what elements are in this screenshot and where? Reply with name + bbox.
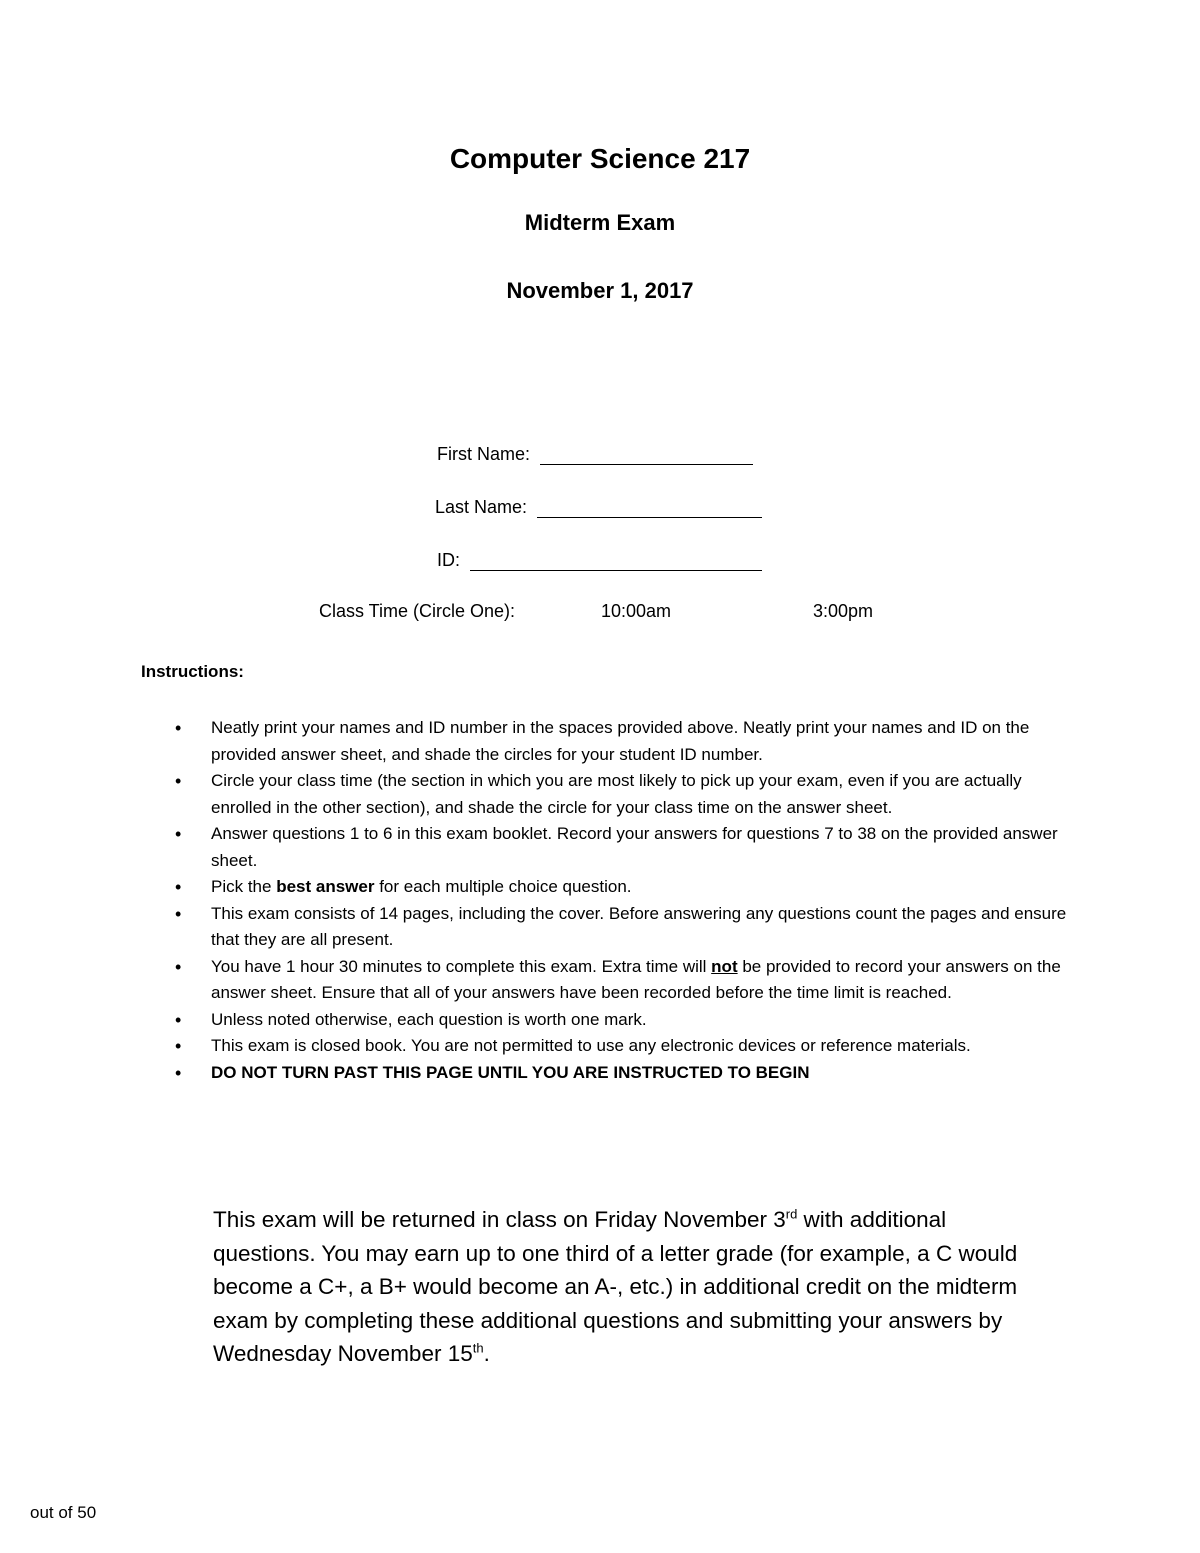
instruction-item: • Circle your class time (the section in which you are most likely to pick up your exam, even if you are actually enrolled in the other section), and shade the circle for your class time on the answer sheet. (211, 768, 1071, 821)
instruction-item: • This exam consists of 14 pages, including the cover. Before answering any questions count the pages and ensure that they are all present. (211, 901, 1071, 954)
instruction-item (211, 1060, 1071, 1087)
instruction-item: • Unless noted otherwise, each question is worth one mark. (211, 1007, 1071, 1034)
last-name-label: Last Name: (435, 497, 528, 517)
returned-exam-notice: This exam will be returned in class on Friday November 3rd with additional questions. You may earn up to one third of a letter grade (for example, a C would become a C+, a B+ would become an A-, etc.) in additional credit on the midterm exam by completing these additional questions and submitting your answers by Wednesday November 15th. (213, 1206, 1018, 1366)
class-time-option-morning[interactable]: 10:00am (601, 601, 672, 621)
first-name-field[interactable] (437, 444, 753, 465)
last-name-blank[interactable] (537, 499, 762, 518)
instruction-item: • Pick the best answer for each multiple choice question. (211, 874, 1071, 901)
first-name-label: First Name: (437, 444, 531, 464)
emphasis-not: not (711, 956, 738, 976)
score-label: out of 50 (30, 1503, 97, 1522)
id-blank[interactable] (470, 552, 762, 571)
instruction-item: • Neatly print your names and ID number in the spaces provided above. Neatly print your names and ID on the provided answer sheet, and shade the circles for your student ID number. (211, 715, 1071, 768)
instruction-item: • Answer questions 1 to 6 in this exam booklet. Record your answers for questions 7 to 38 on the provided answer sheet. (211, 821, 1071, 874)
last-name-field[interactable] (435, 497, 762, 518)
instruction-item: • You have 1 hour 30 minutes to complete this exam. Extra time will not be provided to record your answers on the answer sheet. Ensure that all of your answers have been recorded before the time limit is reached. (211, 954, 1071, 1007)
do-not-turn-warning: DO NOT TURN PAST THIS PAGE UNTIL YOU ARE INSTRUCTED TO BEGIN (211, 1062, 810, 1082)
first-name-blank[interactable] (540, 446, 753, 465)
exam-subtitle: Midterm Exam (524, 210, 676, 235)
class-time-label: Class Time (Circle One): (319, 601, 516, 621)
instructions-heading: Instructions: (141, 662, 244, 681)
id-label: ID: (437, 550, 461, 570)
class-time-option-afternoon[interactable]: 3:00pm (813, 601, 874, 621)
instruction-item: • This exam is closed book. You are not permitted to use any electronic devices or reference materials. (211, 1033, 1071, 1060)
emphasis-best-answer: best answer (276, 877, 375, 896)
instructions-list (211, 715, 1071, 1086)
exam-date: November 1, 2017 (506, 278, 694, 303)
exam-title: Computer Science 217 (449, 143, 751, 174)
id-field[interactable] (437, 550, 762, 571)
